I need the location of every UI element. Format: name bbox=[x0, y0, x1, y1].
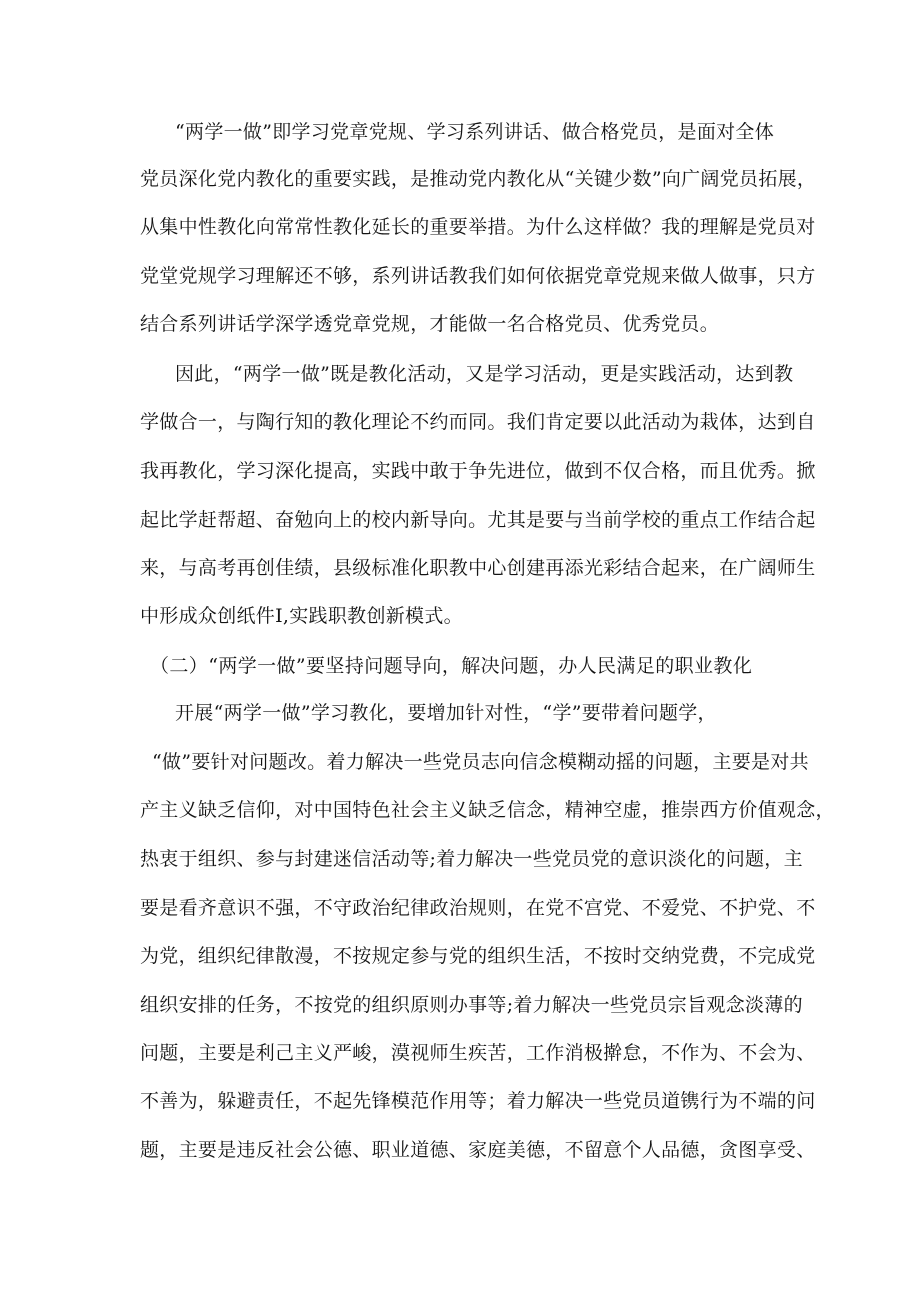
paragraph-3-line-10: 题，主要是违反社会公德、职业道德、家庭美德，不留意个人品德，贪图享受、 bbox=[140, 1139, 816, 1161]
paragraph-2-line-5: 来，与高考再创佳绩，县级标准化职教中心创建再添光彩结合起来，在广阔师生 bbox=[140, 557, 816, 579]
paragraph-3-line-5: 要是看齐意识不强，不守政治纪律政治规则，在党不宫党、不爱党、不护党、不 bbox=[140, 897, 816, 919]
paragraph-2-line-2: 学做合一，与陶行知的教化理论不约而同。我们肯定要以此活动为栽体，达到自 bbox=[140, 411, 816, 433]
paragraph-3-line-9: 不善为，躲避责任，不起先锋模范作用等；着力解决一些党员道镌行为不端的问 bbox=[140, 1090, 816, 1112]
paragraph-1-line-4: 党堂党规学习理解还不够，系列讲话教我们如何依据党章党规来做人做事，只方 bbox=[140, 265, 816, 287]
paragraph-2-line-6: 中形成众创纸件I,实践职教创新模式。 bbox=[140, 605, 463, 627]
paragraph-3-line-8: 问题，主要是利己主义严峻，漠视师生疾苦，工作消极擀怠，不作为、不会为、 bbox=[140, 1042, 816, 1064]
paragraph-3-line-1: 开展“两学一做”学习教化，要增加针对性，“学”要带着问题学， bbox=[175, 702, 717, 724]
paragraph-1-line-1: “两学一做”即学习党章党规、学习系列讲话、做合格党员，是面对全体 bbox=[175, 121, 775, 143]
section-heading: （二）“两学一做”要坚持问题导向，解决问题，办人民满足的职业教化 bbox=[150, 655, 753, 677]
paragraph-3-line-2: “做”要针对问题改。着力解决一些党员志向信念模糊动摇的问题，主要是对共 bbox=[152, 751, 809, 773]
paragraph-3-line-4: 热衷于组织、参与封建迷信活动等;着力解决一些党员党的意识淡化的问题，主 bbox=[140, 848, 803, 870]
paragraph-3-line-3: 产主义缺乏信仰，对中国特色社会主义缺乏信念，精神空虚，推崇西方价值观念， bbox=[140, 799, 835, 821]
paragraph-1-line-3: 从集中性教化向常常性教化延长的重要举措。为什么这样做？我的理解是党员对 bbox=[140, 216, 816, 238]
paragraph-1-line-5: 结合系列讲话学深学透党章党规，才能做一名合格党员、优秀党员。 bbox=[140, 313, 720, 335]
paragraph-3-line-7: 组织安排的任务，不按党的组织原则办事等;着力解决一些党员宗旨观念淡薄的 bbox=[140, 994, 803, 1016]
paragraph-3-line-6: 为党，组织纪律散漫，不按规定参与党的组织生活，不按时交纳党费，不完成党 bbox=[140, 945, 816, 967]
paragraph-1-line-2: 党员深化党内教化的重要实践，是推动党内教化从“关键少数”向广阔党员拓展， bbox=[140, 168, 817, 190]
paragraph-2-line-3: 我再教化，学习深化提高，实践中敢于争先进位，做到不仅合格，而且优秀。掀 bbox=[140, 460, 816, 482]
paragraph-2-line-1: 因此，“两学一做”既是教化活动，又是学习活动，更是实践活动，达到教 bbox=[175, 363, 794, 385]
paragraph-2-line-4: 起比学赶帮超、奋勉向上的校内新导向。尤其是要与当前学校的重点工作结合起 bbox=[140, 509, 816, 531]
